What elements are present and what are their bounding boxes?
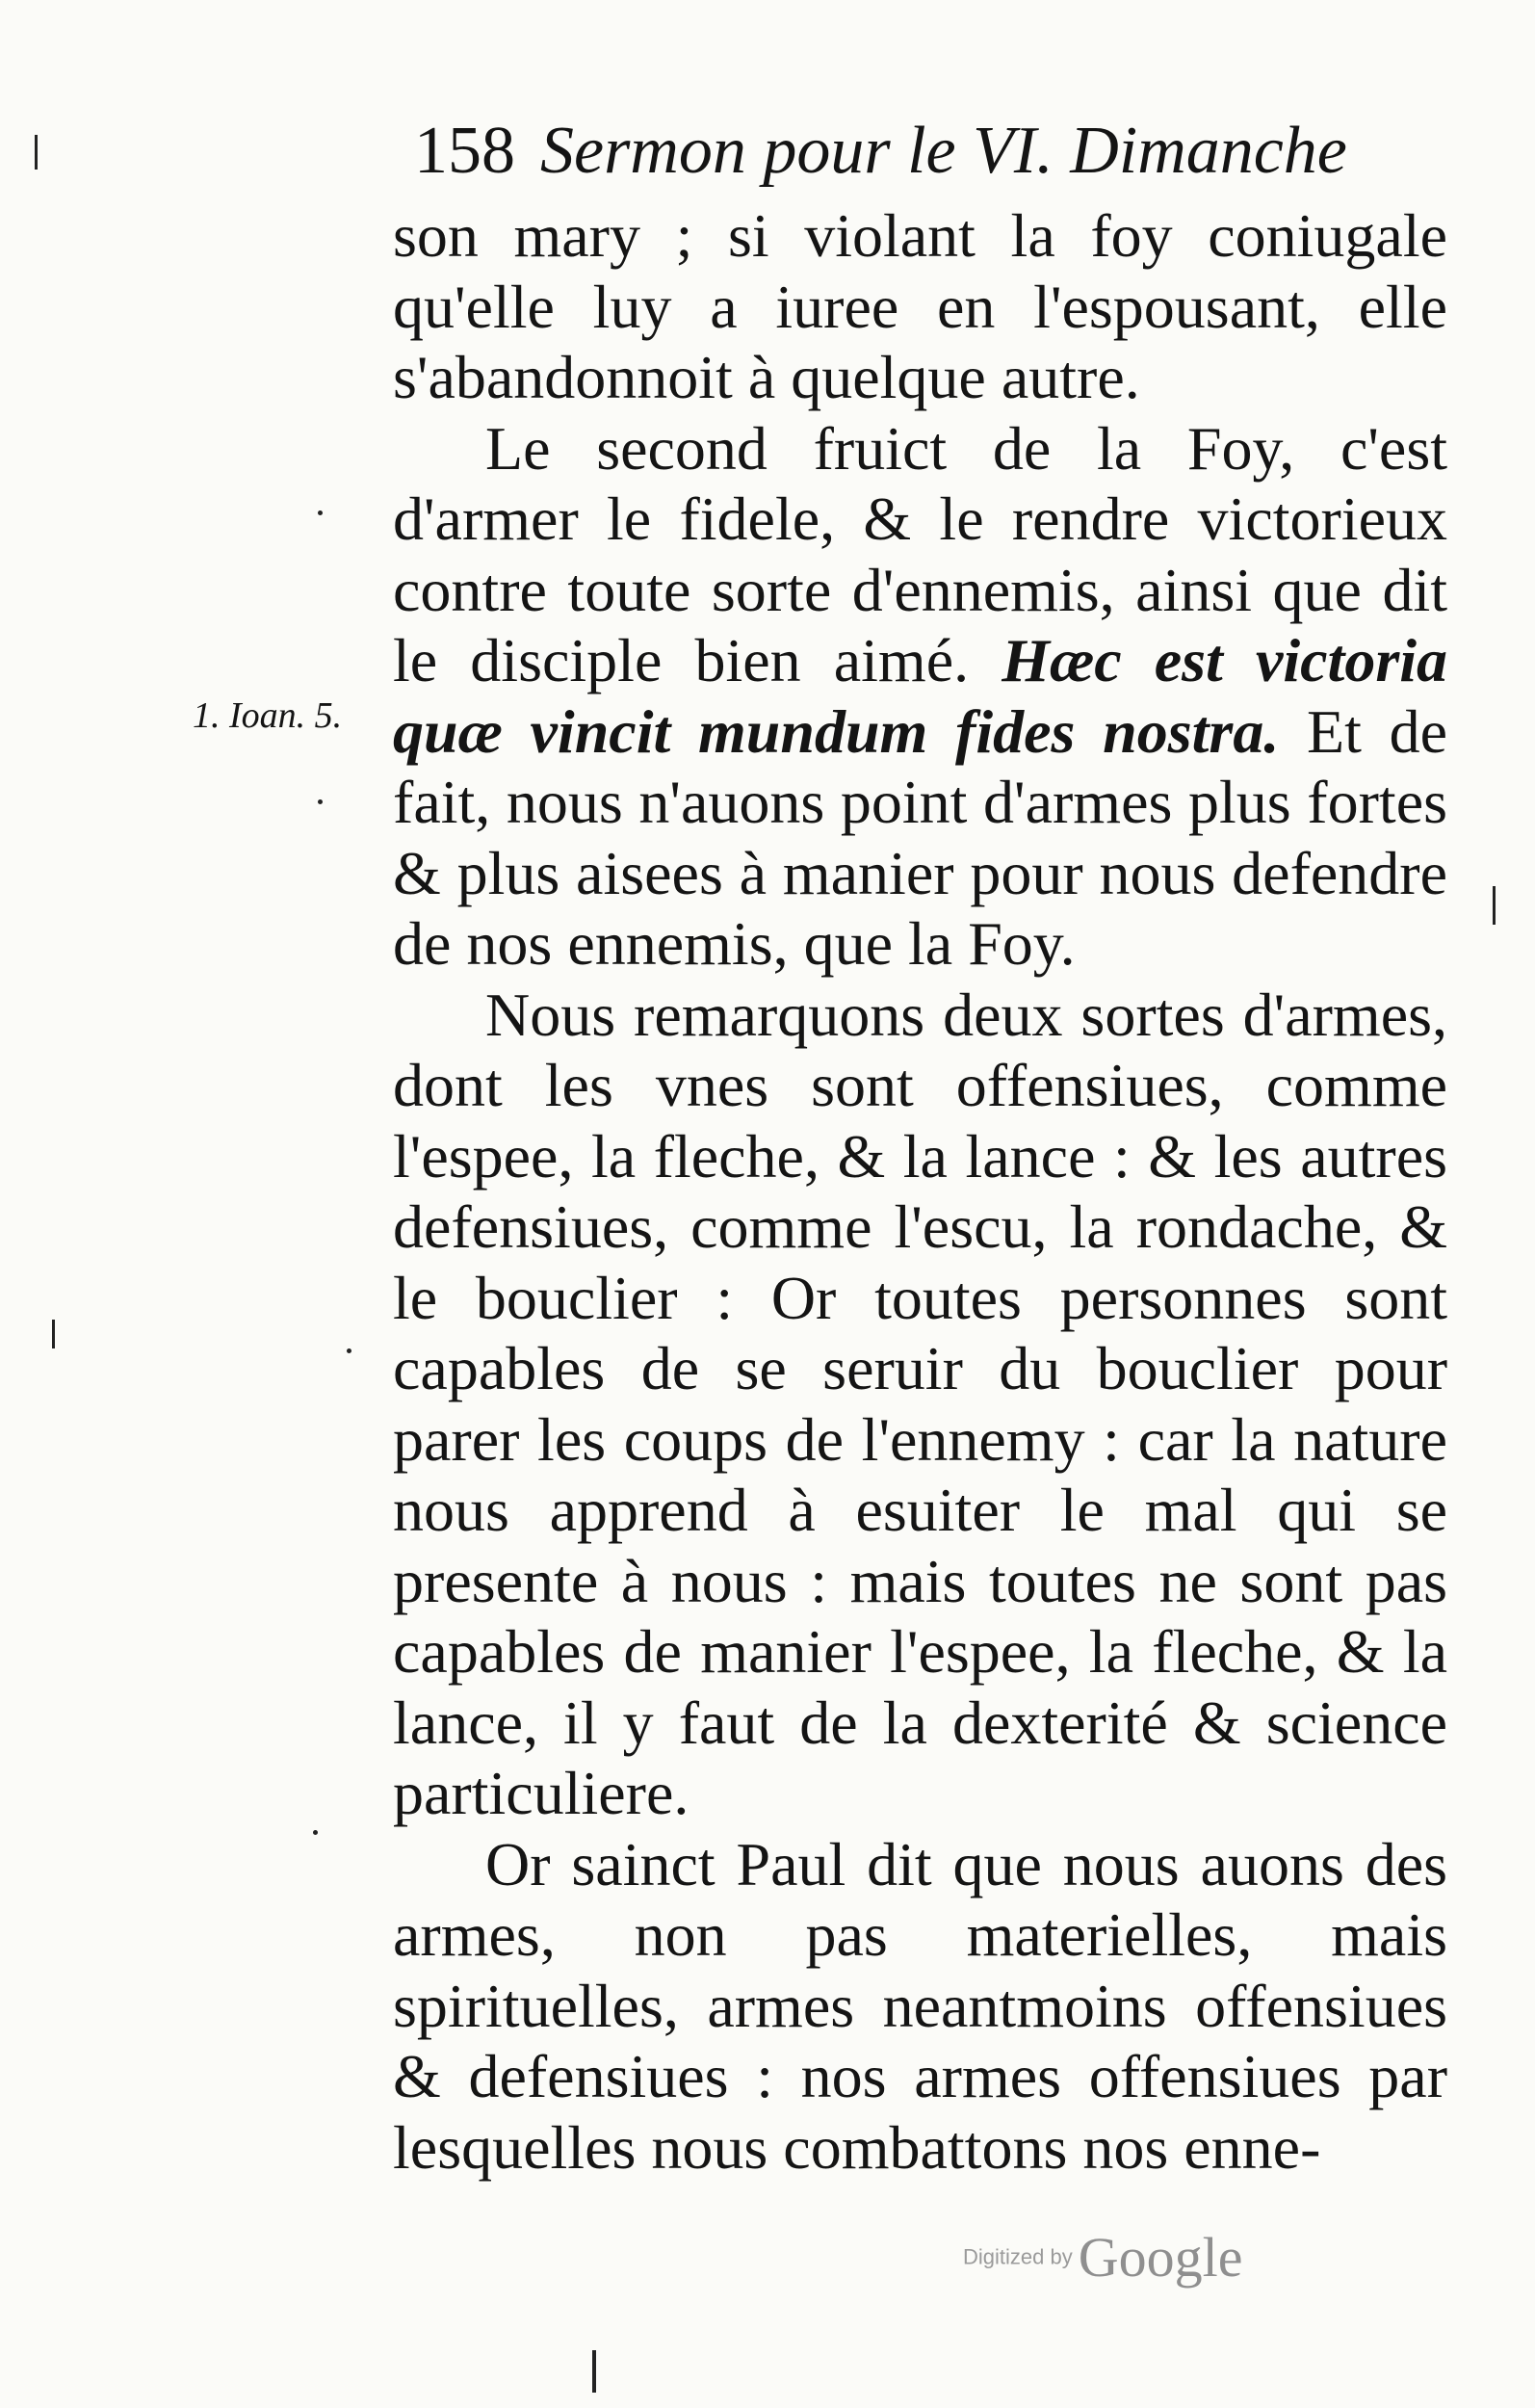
paragraph-1: son mary ; si violant la foy coniugale qu'elle luy a iuree en l'espousant, elle s'abandonnoit à quelque autre. <box>393 201 1447 411</box>
paragraph-2-text-b: Et de fait, nous n'auons point d'armes plus fortes & plus aisees à manier pour nous defendre de nos ennemis, que la Foy. <box>393 696 1447 978</box>
print-mark <box>592 2350 596 2393</box>
page-number: 158 <box>414 114 515 188</box>
print-mark <box>52 1320 55 1348</box>
margin-reference: 1. Ioan. 5. <box>193 695 343 736</box>
google-logo: Google <box>1078 2226 1243 2289</box>
paragraph-4: Or sainct Paul dit que nous auons des armes, non pas materielles, mais spirituelles, armes neantmoins offensiues & defensiues : nos armes offensiues par lesquelles nous combattons nos enne- <box>393 1829 1447 2182</box>
paragraph-2 <box>393 413 1447 980</box>
paragraph-2-text-a: Le second fruict de la Foy, c'est d'armer le fidele, & le rendre victorieux contre toute sorte d'ennemis, ainsi que dit le disciple bien aimé. <box>393 413 1447 694</box>
print-mark <box>318 510 323 515</box>
print-mark <box>347 1348 351 1353</box>
running-title: Sermon pour le VI. Dimanche <box>540 114 1347 188</box>
running-header <box>414 108 1473 195</box>
print-mark <box>1493 886 1496 925</box>
print-mark <box>35 135 38 170</box>
body-text <box>393 200 1447 2183</box>
watermark-prefix: Digitized by <box>963 2244 1073 2269</box>
print-mark <box>313 1830 318 1835</box>
latin-quotation: Hæc est victoria quæ vincit mundum fides nostra. <box>393 626 1448 766</box>
print-mark <box>318 799 323 804</box>
paragraph-3: Nous remarquons deux sortes d'armes, dont les vnes sont offensiues, comme l'espee, la fleche, & la lance : & les autres defensiues, comme l'escu, la rondache, & le bouclier : Or toutes personnes sont capables de se seruir du bouclier pour parer les coups de l'ennemy : car la nature nous apprend à esuiter le mal qui se presente à nous : mais toutes ne sont pas capables de manier l'espee, la fleche, & la lance, il y faut de la dexterité & science particuliere. <box>393 980 1447 1827</box>
digitization-watermark <box>963 2225 1348 2292</box>
